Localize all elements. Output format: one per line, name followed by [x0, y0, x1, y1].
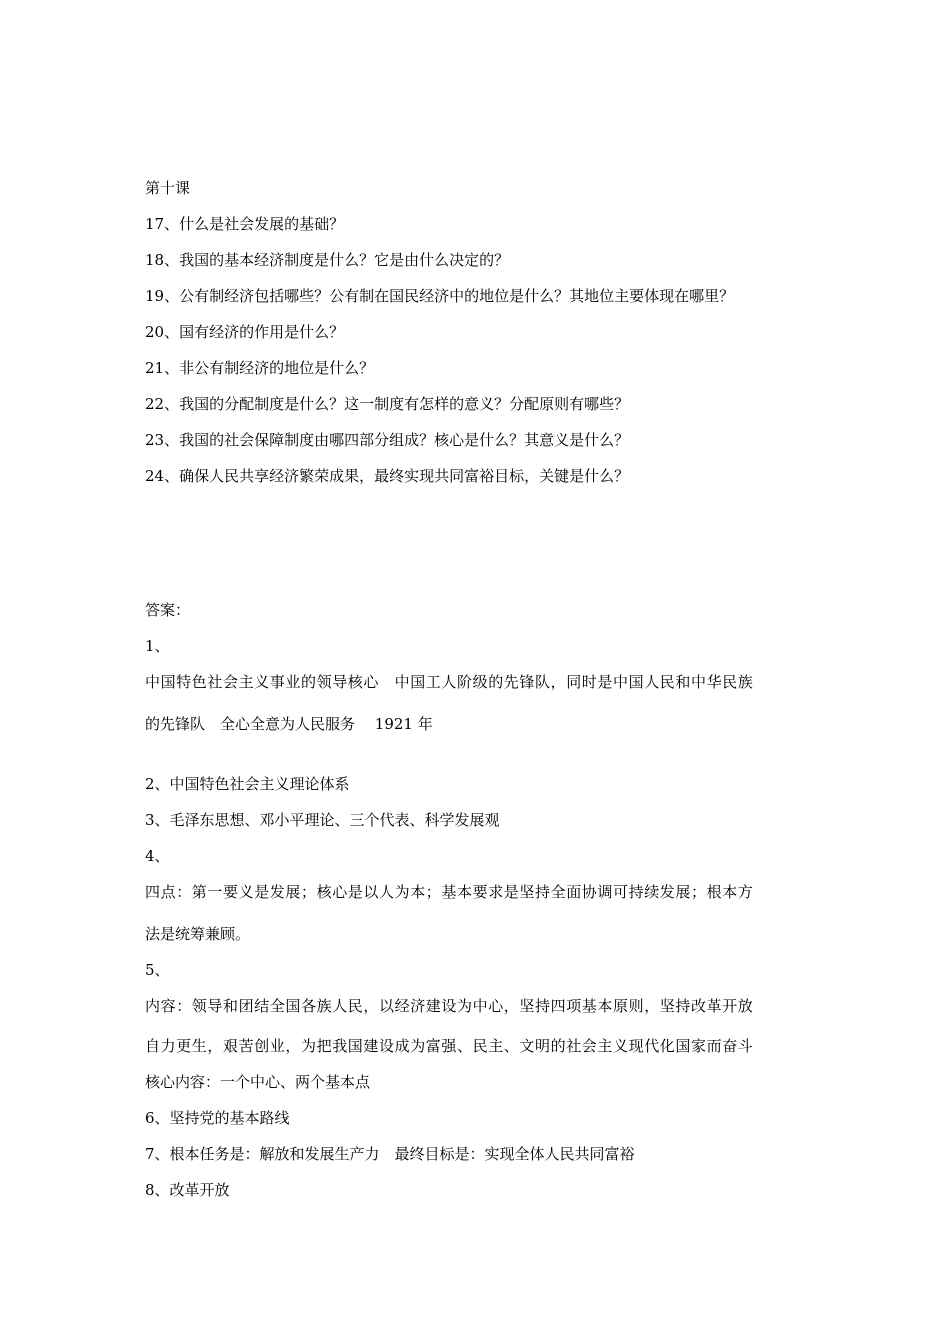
question-24: 24、确保人民共享经济繁荣成果，最终实现共同富裕目标，关键是什么？ [145, 467, 630, 485]
question-18: 18、我国的基本经济制度是什么？它是由什么决定的？ [145, 251, 510, 269]
answer-8: 8、改革开放 [145, 1181, 230, 1199]
answer-4-line-1: 四点：第一要义是发展；核心是以人为本；基本要求是坚持全面协调可持续发展；根本方 [145, 883, 754, 901]
question-21: 21、非公有制经济的地位是什么？ [145, 359, 375, 377]
answer-6: 6、坚持党的基本路线 [145, 1109, 290, 1127]
answer-5-number: 5、 [145, 961, 170, 979]
answer-5-line-3: 核心内容：一个中心、两个基本点 [145, 1073, 371, 1091]
answer-5-line-2: 自力更生，艰苦创业，为把我国建设成为富强、民主、文明的社会主义现代化国家而奋斗 [145, 1037, 754, 1055]
answer-4-line-2: 法是统筹兼顾。 [145, 925, 251, 943]
answer-5-line-1: 内容：领导和团结全国各族人民，以经济建设为中心，坚持四项基本原则，坚持改革开放 [145, 997, 754, 1015]
question-19: 19、公有制经济包括哪些？公有制在国民经济中的地位是什么？其地位主要体现在哪里？ [145, 287, 735, 305]
answer-2: 2、中国特色社会主义理论体系 [145, 775, 350, 793]
answer-7: 7、根本任务是：解放和发展生产力 最终目标是：实现全体人民共同富裕 [145, 1145, 635, 1163]
question-23: 23、我国的社会保障制度由哪四部分组成？核心是什么？其意义是什么？ [145, 431, 630, 449]
lesson-heading: 第十课 [145, 179, 191, 197]
answer-4-number: 4、 [145, 847, 170, 865]
answer-1-line-2: 的先锋队 全心全意为人民服务 1921 年 [145, 715, 433, 733]
question-20: 20、国有经济的作用是什么？ [145, 323, 345, 341]
answers-heading: 答案： [145, 601, 191, 619]
answer-3: 3、毛泽东思想、邓小平理论、三个代表、科学发展观 [145, 811, 500, 829]
question-17: 17、什么是社会发展的基础？ [145, 215, 345, 233]
answer-1-number: 1、 [145, 637, 170, 655]
answer-1-line-1: 中国特色社会主义事业的领导核心 中国工人阶级的先锋队，同时是中国人民和中华民族 [145, 673, 754, 691]
question-22: 22、我国的分配制度是什么？这一制度有怎样的意义？分配原则有哪些？ [145, 395, 630, 413]
